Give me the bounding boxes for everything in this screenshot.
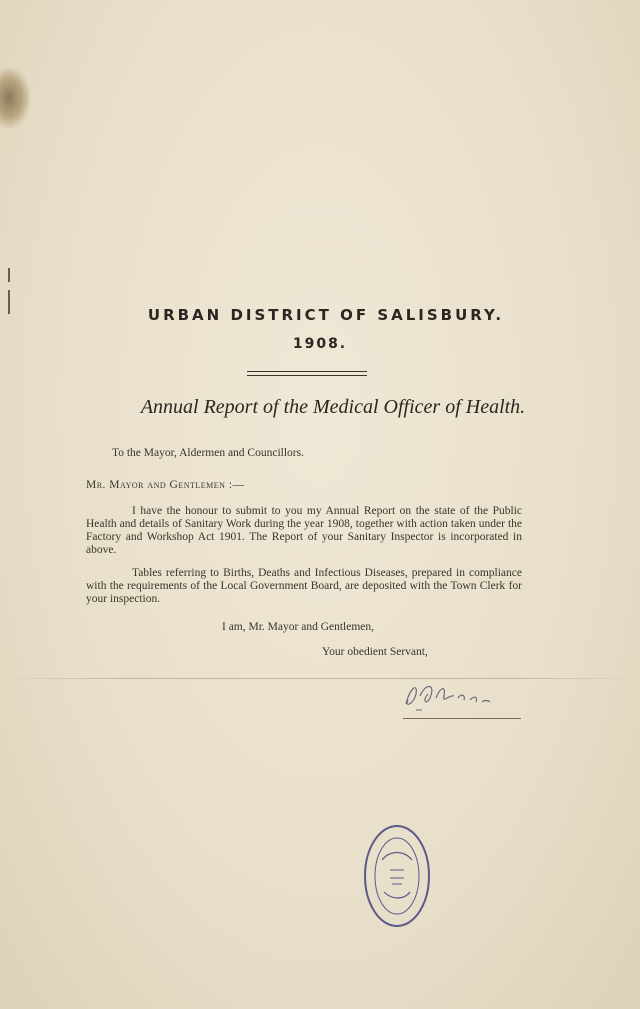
double-rule-bottom bbox=[247, 375, 367, 376]
servant-line: Your obedient Servant, bbox=[322, 646, 428, 658]
paper-stain bbox=[0, 68, 30, 128]
handwritten-signature bbox=[396, 674, 526, 724]
closing-line: I am, Mr. Mayor and Gentlemen, bbox=[222, 621, 375, 633]
paragraph-1: I have the honour to submit to you my Annual Report on the state of the Public Health and details of Sanitary Work during the year 1908, together with action taken under the Factory and Workshop Act 1901. The Report of your Sanitary Inspector is incorporated in above. bbox=[86, 505, 522, 556]
signature-line bbox=[403, 718, 521, 719]
paper-fold bbox=[0, 678, 640, 679]
salutation: Mr. Mayor and Gentlemen :— bbox=[86, 479, 245, 491]
edge-mark bbox=[8, 268, 10, 282]
paragraph-2: Tables referring to Births, Deaths and Infectious Diseases, prepared in compliance with the requirements of the Local Government Board, are deposited with the Town Clerk for your inspection. bbox=[86, 567, 522, 605]
library-stamp bbox=[360, 820, 434, 932]
double-rule-top bbox=[247, 371, 367, 372]
district-heading: URBAN DISTRICT OF SALISBURY. bbox=[147, 306, 505, 324]
report-title: Annual Report of the Medical Officer of Health. bbox=[140, 396, 526, 418]
address-line: To the Mayor, Aldermen and Councillors. bbox=[112, 447, 304, 459]
year-heading: 1908. bbox=[292, 336, 348, 352]
